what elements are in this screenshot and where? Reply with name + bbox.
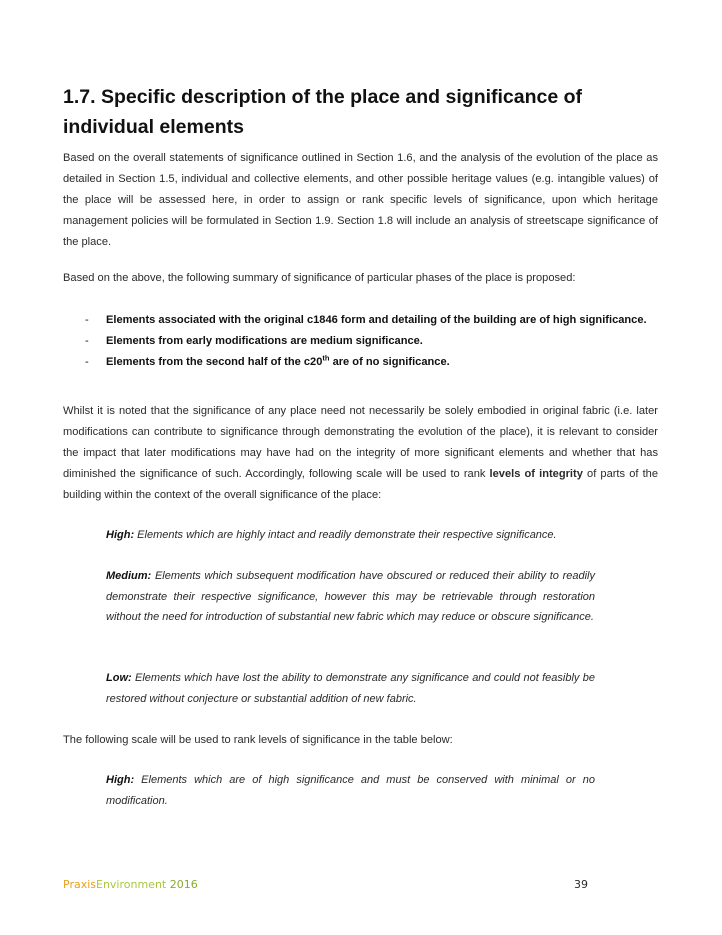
integrity-medium-text: Elements which subsequent modification have obscured or reduced their ability to readily demonstrate their respective significance, however this may be retrievable through restoration without the need for introduction of substantial new fabric which may reduce or obscure significance. — [106, 570, 595, 623]
section-heading: 1.7. Specific description of the place and significance of individual elements — [63, 86, 583, 138]
summary-lead-paragraph: Based on the above, the following summary of significance of particular phases of the place is proposed: — [63, 272, 576, 284]
list-item — [85, 310, 658, 331]
integrity-high-label: High: — [106, 529, 135, 541]
footer-brand — [63, 878, 198, 891]
list-item — [85, 352, 658, 373]
list-item — [85, 331, 658, 352]
significance-high-label: High: — [106, 774, 135, 786]
significance-summary-list — [85, 310, 658, 373]
integrity-medium-label: Medium: — [106, 570, 152, 582]
page-number: 39 — [574, 878, 588, 891]
brand-praxis: Praxis — [63, 878, 96, 891]
brand-environment: Environment — [96, 878, 167, 891]
integrity-paragraph — [63, 401, 658, 506]
significance-high-text: Elements which are of high significance and must be conserved with minimal or no modification. — [106, 774, 595, 807]
bullet-text-original-form: Elements associated with the original c1846 form and detailing of the building are of high significance. — [106, 314, 647, 326]
ordinal-superscript: th — [322, 353, 330, 363]
integrity-low-label: Low: — [106, 672, 132, 684]
bullet-dash: - — [85, 335, 89, 347]
integrity-low-text: Elements which have lost the ability to demonstrate any significance and could not feasibly be restored without conjecture or substantial addition of new fabric. — [106, 672, 595, 705]
significance-lead-paragraph: The following scale will be used to rank levels of significance in the table below: — [63, 734, 453, 746]
integrity-high-text: Elements which are highly intact and readily demonstrate their respective significance. — [134, 529, 557, 541]
integrity-text-part1: Whilst it is noted that the significance of any place need not necessarily be solely embodied in original fabric (i.e. later modifications can contribute to significance through demonstrating the evolution of the place), it is relevant to consider the impact that later modifications may have had on the integrity of more significant elements and whether that has diminished the significance of such. Accordingly, following scale will be used to rank — [63, 405, 658, 480]
integrity-emphasis: levels of integrity — [489, 468, 583, 480]
integrity-low-entry — [106, 668, 595, 709]
significance-high-entry — [106, 770, 595, 811]
bullet-text-c20-part2: are of no significance. — [329, 356, 450, 368]
intro-paragraph: Based on the overall statements of significance outlined in Section 1.6, and the analysis of the evolution of the place as detailed in Section 1.5, individual and collective elements, and other possible heritage values (e.g. intangible values) of the place will be assessed here, in order to assign or rank specific levels of significance, upon which heritage management policies will be formulated in Section 1.9. Section 1.8 will include an analysis of streetscape significance of the place. — [63, 152, 658, 248]
integrity-high-entry — [106, 525, 595, 546]
integrity-medium-entry — [106, 566, 595, 628]
footer-year: 2016 — [166, 878, 198, 891]
bullet-text-c20-part1: Elements from the second half of the c20 — [106, 356, 323, 368]
bullet-dash: - — [85, 356, 89, 368]
integrity-text-part2: of parts of the building within the context of the overall significance of the place: — [63, 468, 658, 501]
bullet-text-early-modifications: Elements from early modifications are medium significance. — [106, 335, 423, 347]
bullet-dash: - — [85, 314, 89, 326]
